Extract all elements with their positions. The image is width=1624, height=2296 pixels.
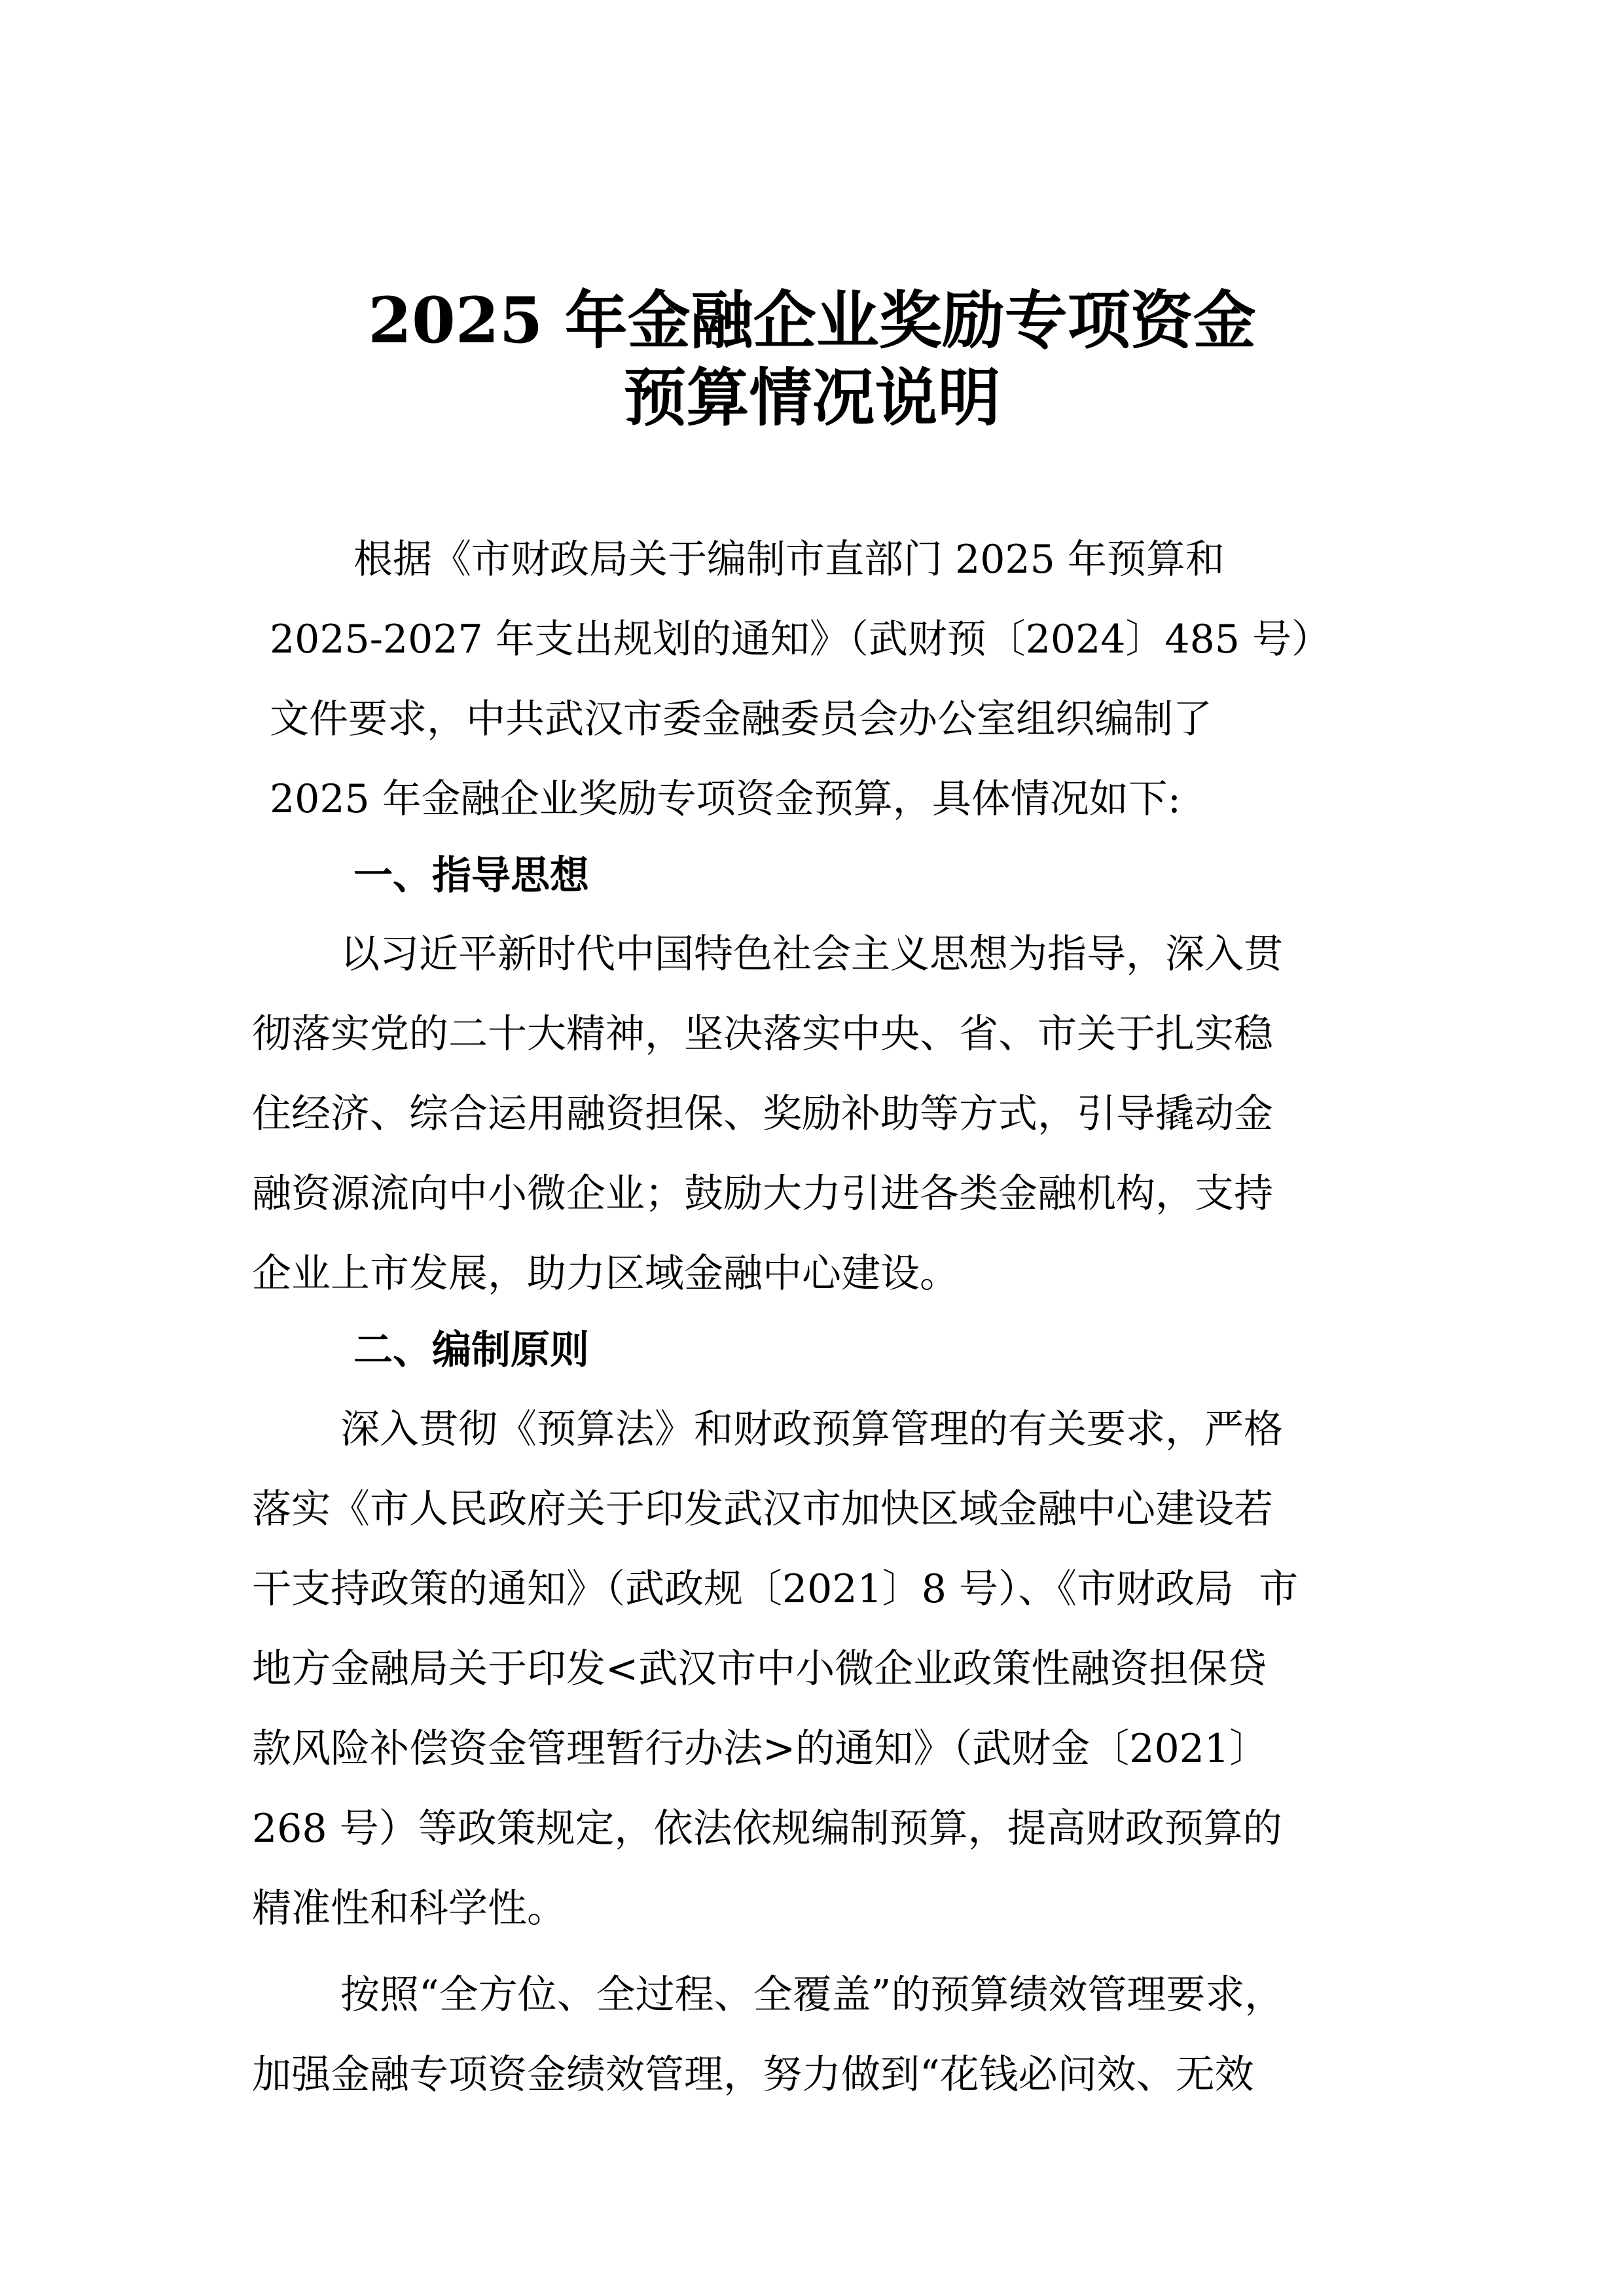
section1-line-4: 融资源流向中小微企业；鼓励大力引进各类金融机构，支持	[252, 1171, 1273, 1217]
section2-line-5: 款风险补偿资金管理暂行办法>的通知》（武财金〔2021〕	[252, 1726, 1269, 1772]
document-title-line-2: 预算情况说明	[623, 361, 1001, 435]
section2-para2-line-2: 加强金融专项资金绩效管理，努力做到“花钱必问效、无效	[252, 2052, 1254, 2098]
intro-line-4: 2025 年金融企业奖励专项资金预算，具体情况如下:	[270, 776, 1181, 822]
section1-line-1: 以习近平新时代中国特色社会主义思想为指导，深入贯	[340, 931, 1283, 977]
section2-para2-line-1: 按照“全方位、全过程、全覆盖”的预算绩效管理要求，	[340, 1972, 1284, 2018]
section1-line-2: 彻落实党的二十大精神，坚决落实中央、省、市关于扎实稳	[252, 1011, 1273, 1057]
intro-line-3: 文件要求，中共武汉市委金融委员会办公室组织编制了	[270, 696, 1212, 742]
section1-line-3: 住经济、综合运用融资担保、奖励补助等方式，引导撬动金	[252, 1091, 1273, 1137]
section2-line-6: 268 号）等政策规定，依法依规编制预算，提高财政预算的	[252, 1806, 1282, 1852]
intro-line-1: 根据《市财政局关于编制市直部门 2025 年预算和	[353, 537, 1225, 583]
section2-line-4: 地方金融局关于印发<武汉市中小微企业政策性融资担保贷	[252, 1646, 1267, 1692]
section1-line-5: 企业上市发展，助力区域金融中心建设。	[252, 1251, 959, 1297]
section2-line-2: 落实《市人民政府关于印发武汉市加快区域金融中心建设若	[252, 1486, 1273, 1532]
intro-line-2: 2025-2027 年支出规划的通知》（武财预〔2024〕485 号）	[270, 617, 1331, 662]
section2-line-3: 干支持政策的通知》（武政规〔2021〕8 号）、《市财政局 市	[252, 1566, 1299, 1612]
section2-line-7: 精准性和科学性。	[252, 1886, 566, 1931]
section2-line-1: 深入贯彻《预算法》和财政预算管理的有关要求，严格	[340, 1407, 1283, 1452]
section-heading-compilation-principles: 二、编制原则	[353, 1327, 589, 1373]
document-title-line-1: 2025 年金融企业奖励专项资金	[368, 283, 1256, 357]
section-heading-guiding-ideology: 一、指导思想	[353, 853, 589, 899]
